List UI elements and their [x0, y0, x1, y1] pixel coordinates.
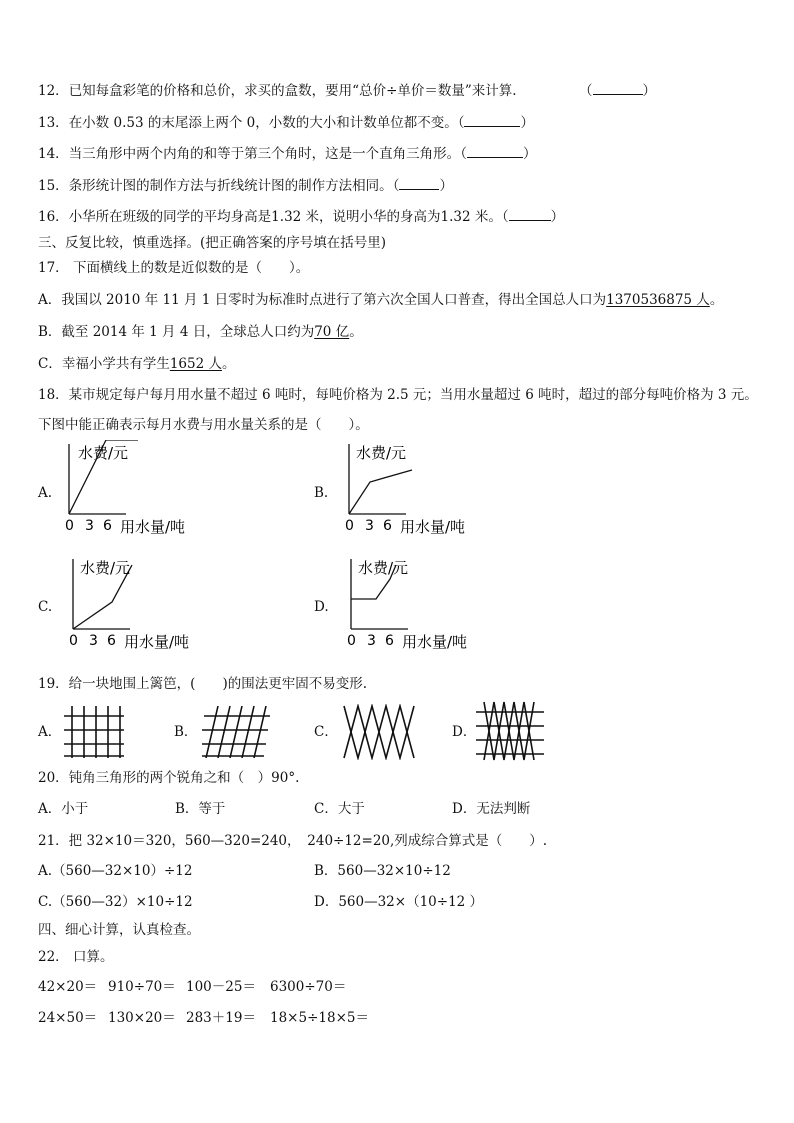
question-15: [38, 177, 453, 195]
fence-option-b-label[interactable]: B．: [174, 724, 198, 740]
question-18-line-2: 下图中能正确表示每月水费与用水量关系的是（ ）。: [38, 417, 369, 433]
question-21-option-b[interactable]: B．560—32×10÷12: [314, 863, 451, 879]
tick-label: 3: [85, 518, 94, 534]
question-text: 条形统计图的制作方法与折线统计图的制作方法相同。: [68, 178, 393, 194]
fence-option-b-figure[interactable]: [200, 704, 272, 760]
graph-option-a-label[interactable]: A.: [38, 485, 53, 501]
left-paren: （: [392, 178, 400, 194]
x-axis-label: 用水量/吨: [120, 518, 186, 536]
left-paren: （: [501, 209, 509, 225]
question-number: 14．: [38, 146, 69, 162]
option-text: A．我国以 2010 年 11 月 1 日零时为标准时点进行了第六次全国人口普查，得出全国总人口为: [38, 292, 607, 308]
x-axis-label: 用水量/吨: [400, 518, 466, 536]
graph-a[interactable]: [58, 440, 218, 540]
fence-option-c-figure[interactable]: [340, 704, 420, 760]
tick-label: 0: [69, 633, 78, 649]
question-21-stem: 21．把 32×10＝320，560—320=240， 240÷12=20,列成综合算式是（ ）.: [38, 833, 548, 849]
oral-calc-item[interactable]: 910÷70＝: [108, 979, 176, 995]
tick-label: 0: [347, 633, 356, 649]
question-number: 13．: [38, 115, 69, 131]
question-17-option-a[interactable]: [38, 291, 723, 309]
fence-option-a-figure[interactable]: [62, 704, 126, 760]
tick-label: 6: [383, 518, 392, 534]
oral-calc-item[interactable]: 100－25＝: [186, 979, 256, 995]
tick-label: 6: [103, 518, 112, 534]
question-17-option-c[interactable]: [38, 355, 236, 373]
question-22-stem: 22． 口算。: [38, 949, 114, 965]
graph-b[interactable]: [338, 440, 498, 540]
question-14: [38, 145, 536, 163]
tick-label: 3: [367, 633, 376, 649]
graph-option-d-label[interactable]: D.: [314, 599, 329, 615]
oral-calc-item[interactable]: 6300÷70＝: [270, 979, 347, 995]
y-axis-label: 水费/元: [356, 444, 407, 462]
question-19-stem: 19．给一块地围上篱笆，( )的围法更牢固不易变形.: [38, 676, 368, 692]
answer-bracket-12[interactable]: [579, 82, 656, 100]
answer-blank[interactable]: [399, 177, 439, 190]
answer-blank[interactable]: [593, 82, 643, 95]
question-13: [38, 114, 534, 132]
underlined-number: 1370536875 人: [606, 292, 710, 308]
question-16: [38, 208, 564, 226]
question-21-option-d[interactable]: D．560—32×（10÷12 ）: [314, 894, 484, 910]
question-text: 在小数 0.53 的末尾添上两个 0，小数的大小和计数单位都不变。: [68, 115, 458, 131]
question-20-stem: 20．钝角三角形的两个锐角之和（ ）90°.: [38, 770, 300, 786]
question-20-option-c[interactable]: C．大于: [314, 801, 365, 817]
question-17-option-b[interactable]: [38, 323, 363, 341]
oral-calc-item[interactable]: 130×20＝: [108, 1010, 176, 1026]
fence-option-c-label[interactable]: C．: [314, 724, 338, 740]
fence-option-d-label[interactable]: D．: [452, 724, 477, 740]
y-axis-label: 水费/元: [78, 444, 129, 462]
x-axis-label: 用水量/吨: [124, 633, 190, 651]
question-20-option-d[interactable]: D．无法判断: [452, 801, 531, 817]
x-axis-label: 用水量/吨: [402, 633, 468, 651]
tick-label: 6: [107, 633, 116, 649]
option-punct: 。: [349, 324, 363, 340]
question-text: 已知每盒彩笔的价格和总价，求买的盒数，要用“总价÷单价＝数量”来计算.: [68, 83, 517, 99]
right-paren: ）: [550, 209, 565, 225]
oral-calc-item[interactable]: 24×50＝: [38, 1010, 98, 1026]
y-axis-label: 水费/元: [358, 559, 409, 577]
question-number: 15．: [38, 178, 69, 194]
answer-blank[interactable]: [509, 208, 551, 221]
option-punct: 。: [222, 356, 236, 372]
graph-d[interactable]: [340, 555, 500, 655]
answer-blank[interactable]: [467, 145, 523, 158]
question-number: 12．: [38, 83, 69, 99]
question-21-option-c[interactable]: C.（560—32）×10÷12: [38, 894, 193, 910]
question-text: 当三角形中两个内角的和等于第三个角时，这是一个直角三角形。: [68, 146, 461, 162]
y-axis-label: 水费/元: [80, 559, 131, 577]
question-20-option-a[interactable]: A．小于: [38, 801, 89, 817]
option-text: C．幸福小学共有学生: [38, 356, 170, 372]
graph-c[interactable]: [62, 555, 222, 655]
fence-option-d-figure[interactable]: [474, 700, 546, 762]
right-paren: ）: [642, 83, 656, 99]
question-text: 小华所在班级的同学的平均身高是1.32 米，说明小华的身高为1.32 米。: [68, 209, 502, 225]
right-paren: ）: [520, 115, 534, 131]
tick-label: 3: [89, 633, 98, 649]
underlined-number: 1652 人: [169, 356, 222, 372]
section-3-heading: 三、反复比较，慎重选择。(把正确答案的序号填在括号里): [38, 235, 387, 251]
section-4-heading: 四、细心计算，认真检查。: [38, 922, 200, 938]
oral-calc-item[interactable]: 18×5÷18×5＝: [270, 1010, 369, 1026]
left-paren: （: [460, 146, 467, 162]
right-paren: ）: [439, 178, 453, 194]
oral-calc-item[interactable]: 42×20＝: [38, 979, 98, 995]
left-paren: （: [579, 83, 593, 99]
question-12: [38, 82, 517, 100]
question-20-option-b[interactable]: B．等于: [175, 801, 226, 817]
tick-label: 0: [345, 518, 354, 534]
left-paren: （: [457, 115, 465, 131]
graph-option-b-label[interactable]: B.: [314, 485, 329, 501]
option-text: B．截至 2014 年 1 月 4 日，全球总人口约为: [38, 324, 315, 340]
graph-option-c-label[interactable]: C.: [38, 599, 53, 615]
question-18-line-1: 18．某市规定每户每月用水量不超过 6 吨时，每吨价格为 2.5 元；当用水量超过 6 吨时，超过的部分每吨价格为 3 元。: [38, 387, 758, 403]
answer-blank[interactable]: [464, 114, 520, 127]
graph-line: [349, 470, 412, 514]
right-paren: ）: [522, 146, 537, 162]
question-17-stem: 17． 下面横线上的数是近似数的是（ ）。: [38, 260, 310, 276]
tick-label: 3: [365, 518, 374, 534]
oral-calc-item[interactable]: 283＋19＝: [186, 1010, 256, 1026]
tick-label: 0: [65, 518, 74, 534]
underlined-number: 70 亿: [314, 324, 350, 340]
fence-option-a-label[interactable]: A．: [38, 724, 62, 740]
question-number: 16．: [38, 209, 69, 225]
question-21-option-a[interactable]: A.（560—32×10）÷12: [38, 863, 193, 879]
tick-label: 6: [385, 633, 394, 649]
option-punct: 。: [709, 292, 724, 308]
